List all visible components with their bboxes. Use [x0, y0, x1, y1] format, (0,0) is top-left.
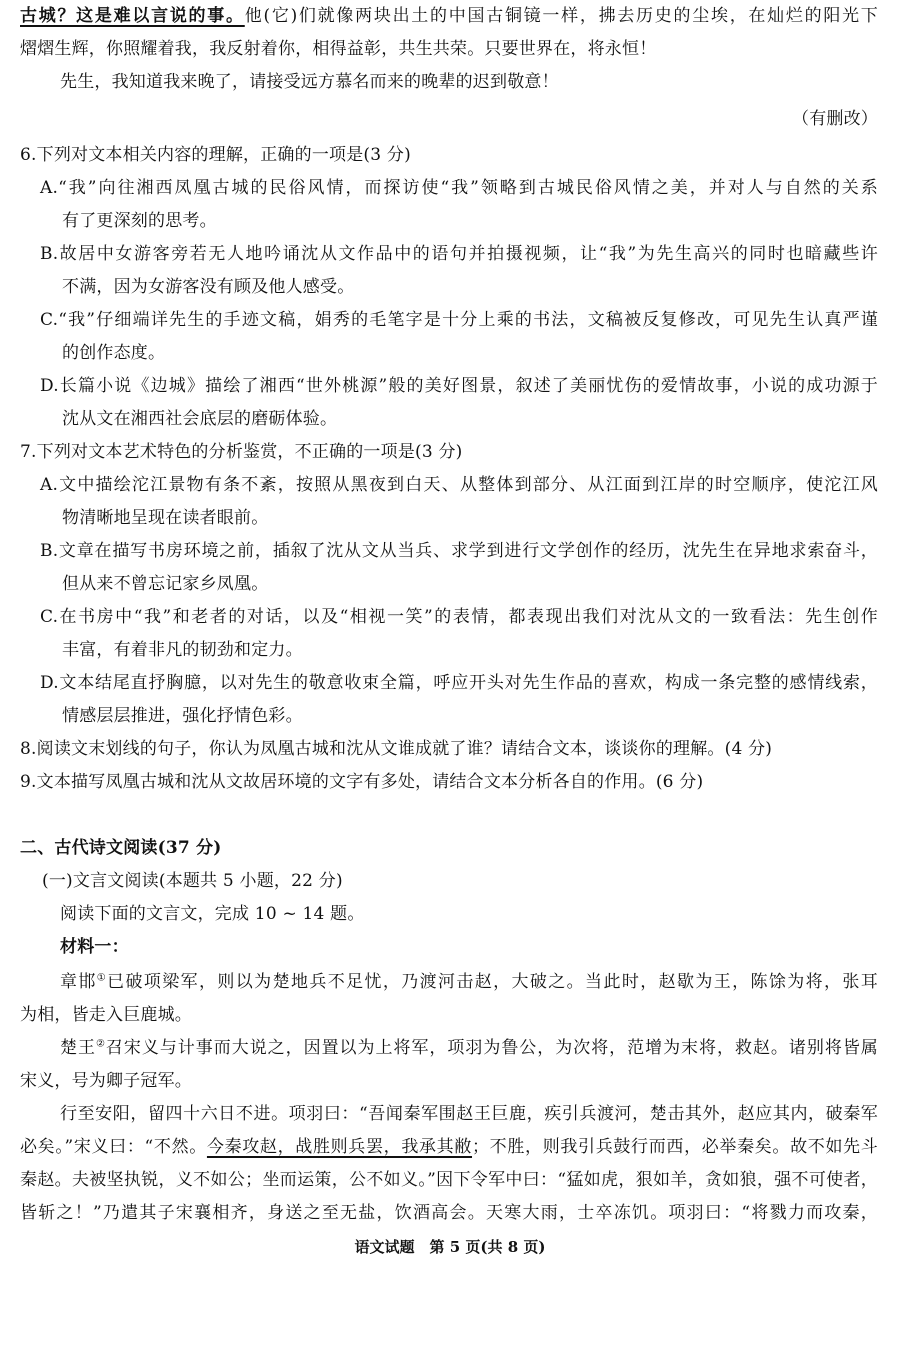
- q7-option-b-line1: B.文章在描写书房环境之前，插叙了沈从文从当兵、求学到进行文学创作的经历，沈先生在异地求索奋斗，: [40, 541, 878, 561]
- q7-option-c-line1: C.在书房中“我”和老者的对话，以及“相视一笑”的表情，都表现出我们对沈从文的一致看法：先生创作: [40, 607, 878, 627]
- q6-option-b-line1: B.故居中女游客旁若无人地吟诵沈从文作品中的语句并拍摄视频，让“我”为先生高兴的同时也暗藏些许: [40, 244, 878, 264]
- classical-para-1-line2: 为相，皆走入巨鹿城。: [20, 1005, 192, 1025]
- question-8: 8.阅读文末划线的句子，你认为凤凰古城和沈从文谁成就了谁？请结合文本，谈谈你的理解。(4 分): [20, 739, 773, 759]
- classical-para-3-line2: [20, 1135, 878, 1159]
- footnote-marker-2: ②: [95, 1038, 106, 1050]
- name-chuwang: 楚王: [60, 1038, 96, 1058]
- q6-option-a-line1: A.“我”向往湘西凤凰古城的民俗风情，而探访使“我”领略到古城民俗风情之美，并对人与自然的关系: [40, 178, 878, 198]
- classical-para-3-line1: 行至安阳，留四十六日不进。项羽曰：“吾闻秦军围赵王巨鹿，疾引兵渡河，楚击其外，赵应其内，破秦军: [60, 1104, 878, 1124]
- para-3-line2-start: 必矣。”宋义曰：“不然。: [20, 1137, 207, 1157]
- question-9: 9.文本描写凤凰古城和沈从文故居环境的文字有多处，请结合文本分析各自的作用。(6 分): [20, 772, 704, 792]
- underlined-sentence: 古城？这是难以言说的事。: [20, 6, 245, 26]
- footnote-marker-1: ①: [96, 972, 108, 984]
- q7-option-b-line2: 但从来不曾忘记家乡凤凰。: [62, 574, 269, 594]
- para-1-text: 已破项梁军，则以为楚地兵不足忧，乃渡河击赵，大破之。当此时，赵歇为王，陈馀为将，张耳: [107, 972, 878, 992]
- q7-option-a-line1: A.文中描绘沱江景物有条不紊，按照从黑夜到白天、从整体到部分、从江面到江岸的时空顺序，使沱江风: [40, 475, 878, 495]
- para-2-text: 召宋义与计事而大说之，因置以为上将军，项羽为鲁公，为次将，范增为末将，救赵。诸别将皆属: [105, 1038, 878, 1058]
- classical-para-3-line4: 皆斩之！”乃遣其子宋襄相齐，身送之至无盐，饮酒高会。天寒大雨，士卒冻饥。项羽曰：“将戮力而攻秦，: [20, 1203, 878, 1223]
- classical-para-2-line2: 宋义，号为卿子冠军。: [20, 1071, 192, 1091]
- material-one-label: 材料一：: [60, 937, 129, 957]
- q7-option-a-line2: 物清晰地呈现在读者眼前。: [62, 508, 269, 528]
- passage-line-1-rest: 他(它)们就像两块出土的中国古铜镜一样，拂去历史的尘埃，在灿烂的阳光下: [244, 6, 878, 26]
- subsection-heading: (一)文言文阅读(本题共 5 小题，22 分): [42, 871, 343, 891]
- classical-para-3-line3: 秦赵。夫被坚执锐，义不如公；坐而运策，公不如义。”因下令军中曰：“猛如虎，狠如羊，贪如狼，强不可使者，: [20, 1170, 878, 1190]
- reading-instruction: 阅读下面的文言文，完成 10 ~ 14 题。: [60, 904, 365, 924]
- q6-option-c-line2: 的创作态度。: [62, 343, 166, 363]
- underlined-classical-sentence: 今秦攻赵，战胜则兵罢，我承其敝: [206, 1137, 473, 1157]
- passage-line-1: [20, 4, 878, 28]
- q6-option-a-line2: 有了更深刻的思考。: [62, 211, 217, 231]
- source-note: （有删改）: [792, 109, 878, 129]
- q6-option-c-line1: C.“我”仔细端详先生的手迹文稿，娟秀的毛笔字是十分上乘的书法，文稿被反复修改，可见先生认真严谨: [40, 310, 878, 330]
- classical-para-2-line1: [60, 1036, 878, 1060]
- q7-option-c-line2: 丰富，有着非凡的韧劲和定力。: [62, 640, 303, 660]
- q7-option-d-line2: 情感层层推进，强化抒情色彩。: [62, 706, 303, 726]
- question-6-stem: 6.下列对文本相关内容的理解，正确的一项是(3 分): [20, 145, 411, 165]
- passage-line-3: 先生，我知道我来晚了，请接受远方慕名而来的晚辈的迟到敬意！: [60, 72, 559, 92]
- name-zhanghan: 章邯: [60, 972, 97, 992]
- q7-option-d-line1: D.文本结尾直抒胸臆，以对先生的敬意收束全篇，呼应开头对先生作品的喜欢，构成一条完整的感情线索，: [40, 673, 878, 693]
- question-7-stem: 7.下列对文本艺术特色的分析鉴赏，不正确的一项是(3 分): [20, 442, 463, 462]
- q6-option-b-line2: 不满，因为女游客没有顾及他人感受。: [62, 277, 355, 297]
- section-2-heading: 二、古代诗文阅读(37 分): [20, 838, 222, 858]
- classical-para-1-line1: [60, 970, 878, 994]
- para-3-line2-end: ；不胜，则我引兵鼓行而西，必举秦矣。故不如先斗: [472, 1137, 878, 1157]
- page-footer: 语文试题 第 5 页(共 8 页): [354, 1238, 546, 1256]
- q6-option-d-line1: D.长篇小说《边城》描绘了湘西“世外桃源”般的美好图景，叙述了美丽忧伤的爱情故事，小说的成功源于: [40, 376, 878, 396]
- passage-line-2: 熠熠生辉，你照耀着我，我反射着你，相得益彰，共生共荣。只要世界在，将永恒！: [20, 39, 657, 59]
- q6-option-d-line2: 沈从文在湘西社会底层的磨砺体验。: [62, 409, 338, 429]
